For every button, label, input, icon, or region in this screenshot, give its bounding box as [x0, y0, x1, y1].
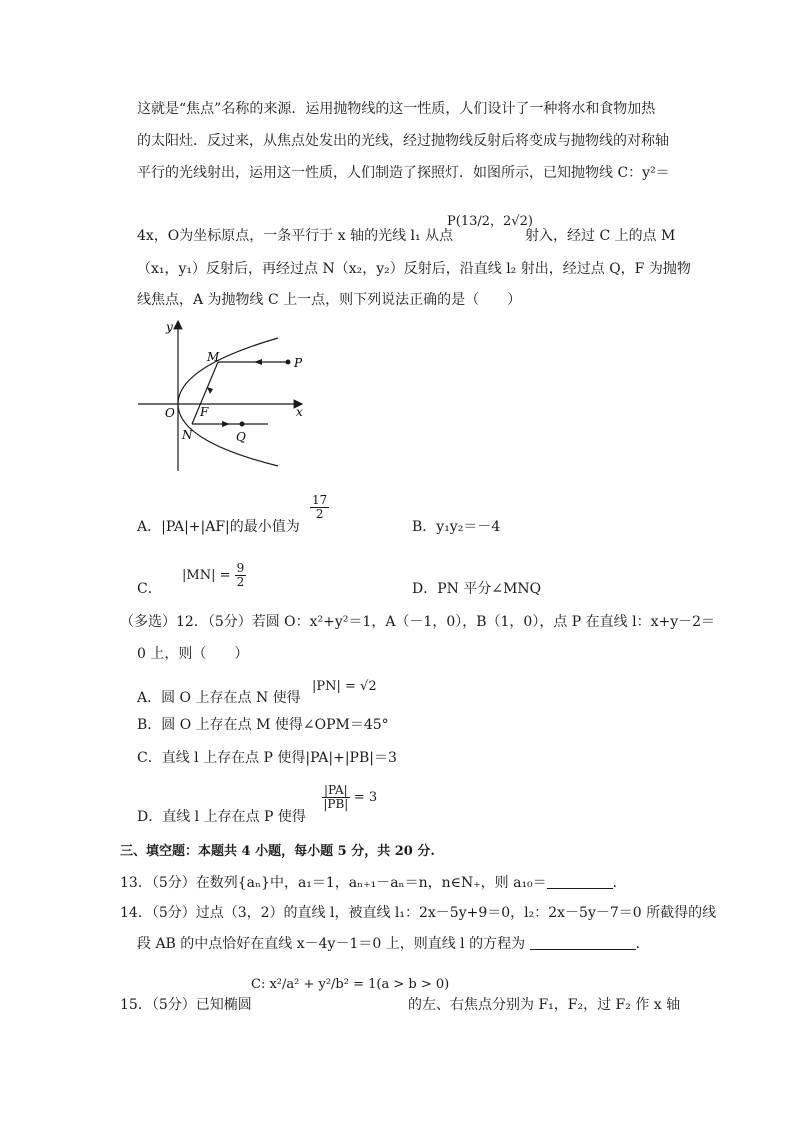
q15-stem-suffix: 的左、右焦点分别为 F₁，F₂，过 F₂ 作 x 轴	[408, 997, 681, 1013]
intro-line-4a: 4x，O为坐标原点，一条平行于 x 轴的光线 l₁ 从点	[137, 228, 454, 244]
ray-arrow-3	[222, 421, 230, 427]
q12-d-denominator: |PB|	[323, 797, 349, 811]
intro-line-1: 这就是“焦点”名称的来源．运用抛物线的这一性质，人们设计了一种将水和食物加热	[137, 101, 656, 117]
q12-option-c: C．直线 l 上存在点 P 使得|PA|+|PB|＝3	[137, 750, 397, 766]
label-x: x	[296, 405, 303, 419]
q13-stem	[120, 873, 627, 893]
label-m: M	[207, 350, 220, 364]
q13-end: ．	[612, 875, 627, 891]
label-f: F	[200, 405, 209, 419]
q12-d-eq: = 3	[353, 790, 378, 805]
ray-arrow-1	[254, 359, 262, 365]
q13-text: 13．（5分）在数列{aₙ}中，a₁＝1，aₙ₊₁－aₙ＝n，n∈N₊，则 a₁₀＝	[120, 875, 547, 891]
q12-option-b: B．圆 O 上存在点 M 使得∠OPM＝45°	[137, 717, 389, 733]
q11-option-c-formula	[182, 562, 246, 589]
q11-c-expr: |MN| =	[182, 568, 235, 583]
q15-stem-prefix: 15．（5分）已知椭圆	[120, 997, 252, 1013]
label-q: Q	[236, 430, 246, 444]
q12-option-a: A．圆 O 上存在点 N 使得	[137, 690, 301, 706]
q12-stem-2: 0 上，则（ ）	[137, 646, 249, 662]
q15-ellipse-formula: C: x²/a² + y²/b² = 1(a > b > 0)	[251, 977, 450, 992]
q14-stem-1: 14．（5分）过点（3，2）的直线 l，被直线 l₁：2x－5y+9＝0，l₂：2x－5y－7＝0 所截得的线	[120, 905, 717, 921]
intro-line-4b: 射入，经过 C 上的点 M	[525, 228, 676, 244]
parabola-curve	[178, 338, 278, 466]
q11-option-c-label: C．	[137, 581, 162, 597]
intro-line-6: 线焦点，A 为抛物线 C 上一点，则下列说法正确的是（ ）	[137, 292, 522, 308]
q11-c-numerator: 9	[236, 561, 245, 575]
section-3-heading: 三、填空题：本题共 4 小题，每小题 5 分，共 20 分.	[120, 844, 435, 859]
q12-option-d-formula	[322, 784, 377, 811]
q12-d-numerator: |PA|	[324, 783, 348, 797]
q11-option-a: A．|PA|+|AF|的最小值为	[137, 519, 300, 535]
point-p	[286, 360, 291, 365]
intro-line-2: 的太阳灶．反过来，从焦点处发出的光线，经过抛物线反射后将变成与抛物线的对称轴	[137, 133, 669, 149]
q14-answer-blank[interactable]	[530, 935, 636, 950]
q11-c-denominator: 2	[236, 575, 245, 589]
label-n: N	[182, 428, 193, 442]
q11-option-d: D．PN 平分∠MNQ	[412, 581, 542, 597]
label-o: O	[165, 406, 175, 420]
q12-stem-1: （多选）12．（5分）若圆 O：x²+y²＝1，A（－1，0），B（1，0），点 P 在直线 l：x+y－2＝	[120, 614, 716, 630]
ray-arrow-2	[207, 387, 213, 394]
q11-option-a-fraction	[310, 494, 329, 521]
q12-option-d: D．直线 l 上存在点 P 使得	[137, 809, 306, 825]
q11-a-numerator: 17	[312, 493, 328, 507]
q13-answer-blank[interactable]	[547, 874, 613, 889]
intro-line-3: 平行的光线射出，运用这一性质，人们制造了探照灯．如图所示，已知抛物线 C：y²＝	[137, 165, 670, 181]
q14-text-2: 段 AB 的中点恰好在直线 x－4y－1＝0 上，则直线 l 的方程为	[137, 936, 526, 952]
label-y: y	[166, 320, 173, 334]
q11-option-b: B．y₁y₂＝－4	[412, 519, 501, 535]
q14-stem-2	[137, 934, 650, 954]
label-p: P	[294, 356, 303, 370]
parabola-figure	[130, 315, 310, 475]
q12-option-a-formula: |PN| = √2	[312, 679, 377, 694]
q11-a-denominator: 2	[315, 507, 324, 521]
q14-end: ．	[635, 936, 650, 952]
intro-line-5: （x₁，y₁）反射后，再经过点 N（x₂，y₂）反射后，沿直线 l₂ 射出，经过点 Q，F 为抛物	[137, 261, 691, 277]
point-p-formula: P(13/2，2√2)	[447, 214, 533, 229]
point-q	[240, 422, 245, 427]
